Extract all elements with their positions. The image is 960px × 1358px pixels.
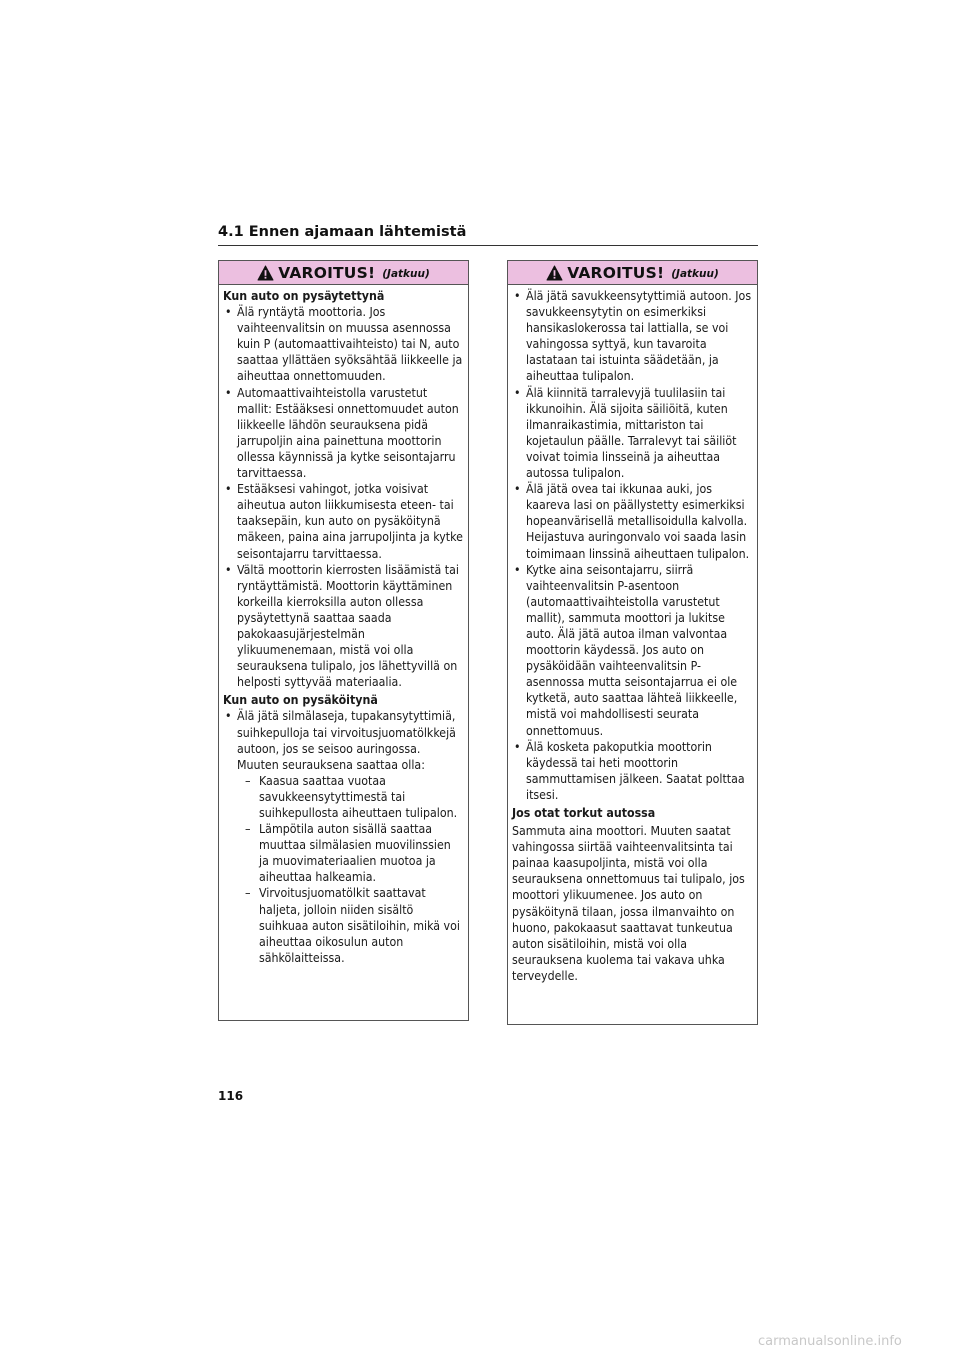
warning-box-left bbox=[218, 260, 469, 1021]
list-item: • Älä kosketa pakoputkia moottorin käydessä tai heti moottorin sammuttamisen jälkeen. Saatat polttaa itsesi. bbox=[512, 739, 753, 803]
subheading-stopped: Kun auto on pysäytettynä bbox=[223, 289, 385, 303]
dash-list bbox=[237, 773, 464, 966]
subheading-parked: Kun auto on pysäköitynä bbox=[223, 693, 378, 708]
list-item: • Automaattivaihteistolla varustetut mallit: Estääksesi onnettomuudet auton liikkeelle lähdön seurauksena pidä jarrupoljin aina painettuna moottorin ollessa käynnissä ja kytke seisontajarru tarvittaessa. bbox=[223, 385, 464, 482]
list-item: • Vältä moottorin kierrosten lisäämistä tai ryntäyttämistä. Moottorin käyttäminen korkeilla kierroksilla auton ollessa pysäytettynä saattaa saada pakokaasujärjestelmän ylikuumenemaan, mistä voi olla seurauksena tulipalo, jos lähettyvillä on helposti syttyvää materiaalia. bbox=[223, 562, 464, 691]
warning-body-right bbox=[508, 285, 757, 984]
section-header bbox=[218, 223, 758, 246]
warning-triangle-icon bbox=[546, 265, 563, 281]
dash-item: – Kaasua saattaa vuotaa savukkeensytyttimestä tai suihkepullosta aiheuttaen tulipalon. bbox=[237, 773, 464, 821]
warning-header bbox=[508, 261, 757, 285]
list-item: • Älä ryntäytä moottoria. Jos vaihteenvalitsin on muussa asennossa kuin P (automaattivaihteisto) tai N, auto saattaa yllättäen syöksähtää liikkeelle ja aiheuttaa onnettomuuden. bbox=[223, 304, 464, 384]
list-item: • Älä jätä savukkeensytyttimiä autoon. Jos savukkeensytytin on esimerkiksi hansikaslokerossa tai lattialla, se voi vahingossa syttyä, kun tavaroita lastataan tai istuinta säädetään, ja aiheuttaa tulipalon. bbox=[512, 288, 753, 385]
list-item-text: Älä jätä silmälaseja, tupakansytyttimiä, suihkepulloja tai virvoitusjuomatölkkejä autoon, jos se seisoo auringossa. Muuten seurauksena saattaa olla: bbox=[237, 709, 456, 772]
warning-box-right bbox=[507, 260, 758, 1025]
dash-item: – Lämpötila auton sisällä saattaa muuttaa silmälasien muovilinssien ja muovimateriaalien muotoa ja aiheuttaa halkeamia. bbox=[237, 821, 464, 885]
list-item: • Älä kiinnitä tarralevyjä tuulilasiin tai ikkunoihin. Älä sijoita säiliöitä, kuten ilmanraikastimia, mittariston tai kojetaulun päälle. Tarralevyt tai säiliöt voivat toimia linsseinä ja aiheuttaa autossa tulipalon. bbox=[512, 385, 753, 482]
bullet-list-stopped bbox=[223, 304, 464, 690]
list-item: • Älä jätä ovea tai ikkunaa auki, jos kaareva lasi on päällystetty esimerkiksi hopeanvärisellä metallisoidulla kalvolla. Heijastuva auringonvalo voi saada lasin toimimaan linssinä aiheuttaen tulipalon. bbox=[512, 481, 753, 561]
warning-body-left bbox=[219, 285, 468, 966]
warning-continued: (Jatkuu) bbox=[671, 268, 719, 280]
warning-label: VAROITUS! bbox=[278, 263, 376, 282]
warning-triangle-icon bbox=[257, 265, 274, 281]
bullet-list-right bbox=[512, 288, 753, 803]
warning-continued: (Jatkuu) bbox=[382, 268, 430, 280]
watermark: carmanualsonline.info bbox=[758, 1334, 902, 1349]
warning-header bbox=[219, 261, 468, 285]
warning-label: VAROITUS! bbox=[567, 263, 665, 282]
list-item bbox=[223, 708, 464, 966]
bullet-list-parked bbox=[223, 708, 464, 966]
list-item: • Estääksesi vahingot, jotka voisivat aiheutua auton liikkumisesta eteen- tai taaksepäin, kun auto on pysäköitynä mäkeen, paina aina jarrupoljinta ja kytke seisontajarru tarvittaessa. bbox=[223, 481, 464, 561]
subheading-napping: Jos otat torkut autossa bbox=[512, 806, 656, 820]
list-item: • Kytke aina seisontajarru, siirrä vaihteenvalitsin P-asentoon (automaattivaihteistolla varustetut mallit), sammuta moottori ja lukitse auto. Älä jätä autoa ilman valvontaa moottorin käydessä. Jos auto on pysäköidään vaihteenvalitsin P-asennossa mutta seisontajarrua ei ole kytketä, auto saattaa lähteä liikkeelle, mistä voi mahdollisesti seurata onnettomuus. bbox=[512, 562, 753, 739]
dash-item: – Virvoitusjuomatölkit saattavat haljeta, jolloin niiden sisältö suihkuaa auton sisätiloihin, mikä voi aiheuttaa oikosulun auton sähkölaitteissa. bbox=[237, 885, 464, 965]
page-number: 116 bbox=[218, 1089, 244, 1103]
paragraph-napping: Sammuta aina moottori. Muuten saatat vahingossa siirtää vaihteenvalitsinta tai painaa kaasupoljinta, mistä voi olla seurauksena onnettomuus tai tulipalo, jos moottori ylikuumenee. Jos auto on pysäköitynä tilaan, jossa ilmanvaihto on huono, pakokaasut saattavat tunkeutua auton sisätiloihin, mistä voi olla seurauksena kuolema tai vakava uhka terveydelle. bbox=[512, 824, 745, 983]
section-title: 4.1 Ennen ajamaan lähtemistä bbox=[218, 224, 467, 240]
